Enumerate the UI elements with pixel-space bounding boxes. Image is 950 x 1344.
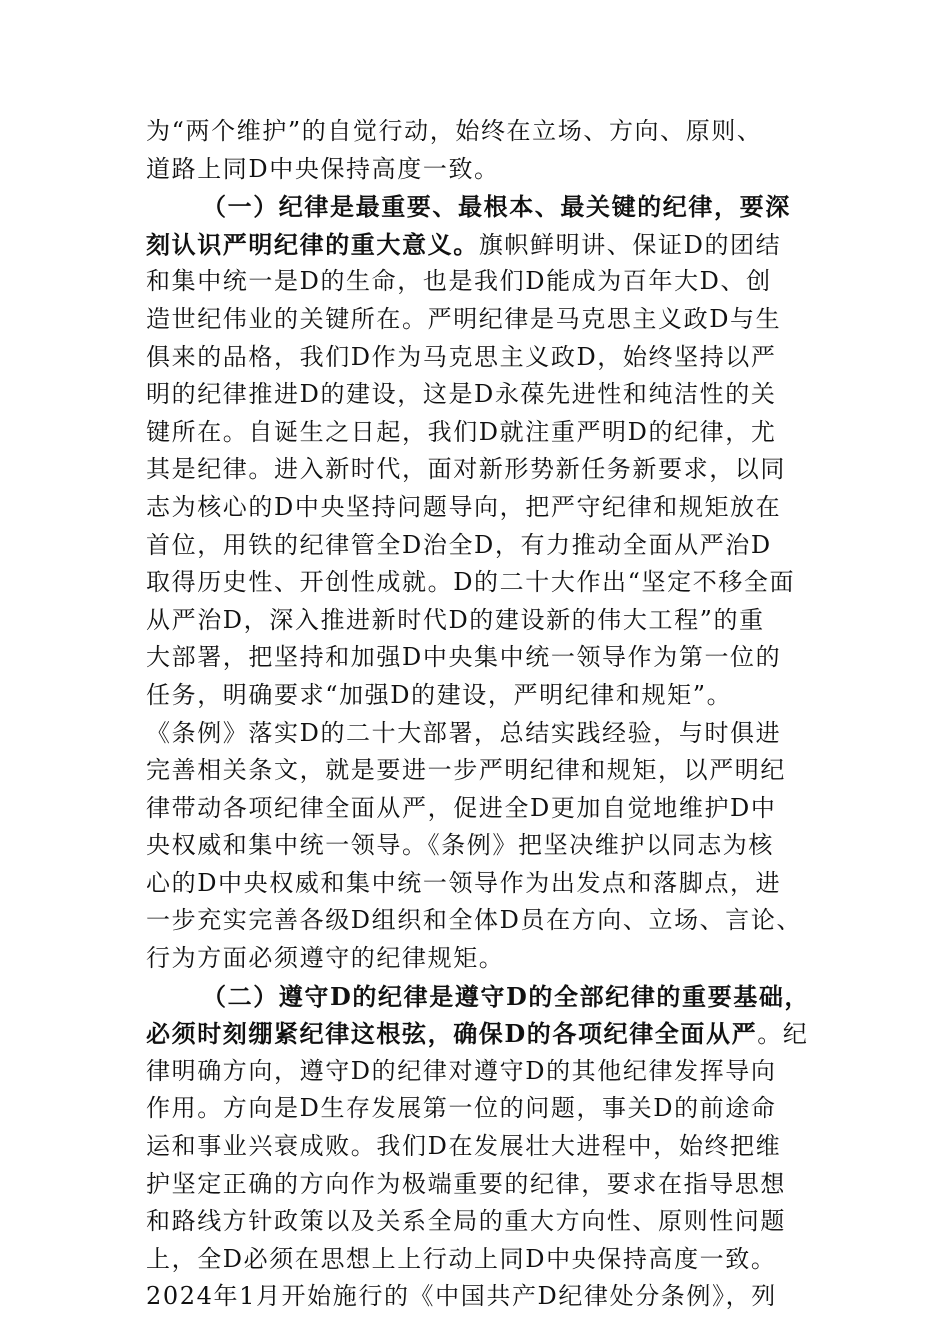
body-text: 键所在。自诞生之日起，我们D就注重严明D的纪律，尤 <box>146 417 777 446</box>
body-text: 心的D中央权威和集中统一领导作为出发点和落脚点，进 <box>146 868 782 897</box>
text-line <box>146 827 846 865</box>
bold-heading-text: 刻认识严明纪律的重大意义。 <box>146 229 479 259</box>
text-line <box>146 1241 846 1279</box>
text-line <box>146 564 846 602</box>
body-text: 完善相关条文，就是要进一步严明纪律和规矩，以严明纪 <box>146 756 786 785</box>
body-text: 道路上同D中央保持高度一致。 <box>146 154 500 183</box>
body-text: 造世纪伟业的关键所在。严明纪律是马克思主义政D与生 <box>146 304 782 333</box>
body-text: 明的纪律推进D的建设，这是D永葆先进性和纯洁性的关 <box>146 380 777 409</box>
text-line <box>146 489 846 527</box>
body-text: 上，全D必须在思想上上行动上同D中央保持高度一致。 <box>146 1244 777 1273</box>
body-text: 央权威和集中统一领导。《条例》把坚决维护以同志为核 <box>146 831 774 860</box>
body-text: 。纪 <box>757 1020 809 1049</box>
text-line <box>146 113 846 151</box>
body-text: 行为方面必须遵守的纪律规矩。 <box>146 944 505 973</box>
text-line <box>146 1278 846 1316</box>
body-text: 旗帜鲜明讲、保证D的团结 <box>478 230 782 259</box>
text-line <box>146 339 846 377</box>
text-line <box>146 301 846 339</box>
body-text: 志为核心的D中央坚持问题导向，把严守纪律和规矩放在 <box>146 492 782 521</box>
body-text: 俱来的品格，我们D作为马克思主义政D，始终坚持以严 <box>146 342 777 371</box>
body-text: 《条例》落实D的二十大部署，总结实践经验，与时俱进 <box>146 718 782 747</box>
body-text: 和集中统一是D的生命，也是我们D能成为百年大D、创 <box>146 267 772 296</box>
text-line <box>146 790 846 828</box>
text-line <box>146 527 846 565</box>
text-line <box>146 978 846 1016</box>
text-line <box>146 226 846 264</box>
bold-heading-text: 必须时刻绷紧纪律这根弦，确保D的各项纪律全面从严 <box>146 1019 758 1049</box>
body-text: 律明确方向，遵守D的纪律对遵守D的其他纪律发挥导向 <box>146 1056 777 1085</box>
body-text: 为“两个维护”的自觉行动，始终在立场、方向、原则、 <box>146 117 763 145</box>
document-body <box>146 113 846 1316</box>
text-line <box>146 1053 846 1091</box>
text-line <box>146 639 846 677</box>
body-text: 2024年1月开始施行的《中国共产D纪律处分条例》，列 <box>146 1282 777 1311</box>
body-text: 大部署，把坚持和加强D中央集中统一领导作为第一位的 <box>146 643 782 672</box>
bold-heading-text: （一）纪律是最重要、最根本、最关键的纪律，要深 <box>202 192 791 222</box>
text-line <box>146 865 846 903</box>
text-line <box>146 752 846 790</box>
body-text: 首位，用铁的纪律管全D治全D，有力推动全面从严治D <box>146 530 772 559</box>
text-line <box>146 263 846 301</box>
text-line <box>146 677 846 715</box>
text-line <box>146 715 846 753</box>
body-text: 律带动各项纪律全面从严，促进全D更加自觉地维护D中 <box>146 793 777 822</box>
body-text: 从严治D，深入推进新时代D的建设新的伟大工程”的重 <box>146 605 765 634</box>
text-line <box>146 151 846 189</box>
text-line <box>146 1166 846 1204</box>
bold-heading-text: （二）遵守D的纪律是遵守D的全部纪律的重要基础， <box>202 981 811 1011</box>
body-text: 取得历史性、开创性成就。D的二十大作出“坚定不移全面 <box>146 568 796 597</box>
text-line <box>146 1128 846 1166</box>
text-line <box>146 1090 846 1128</box>
text-line <box>146 1015 846 1053</box>
text-line <box>146 451 846 489</box>
text-line <box>146 376 846 414</box>
text-line <box>146 902 846 940</box>
body-text: 任务，明确要求“加强D的建设，严明纪律和规矩”。 <box>146 680 733 709</box>
body-text: 运和事业兴衰成败。我们D在发展壮大进程中，始终把维 <box>146 1132 782 1161</box>
body-text: 护坚定正确的方向作为极端重要的纪律，要求在指导思想 <box>146 1169 786 1198</box>
text-line <box>146 602 846 640</box>
text-line <box>146 940 846 978</box>
body-text: 作用。方向是D生存发展第一位的问题，事关D的前途命 <box>146 1094 777 1123</box>
body-text: 一步充实完善各级D组织和全体D员在方向、立场、言论、 <box>146 906 803 935</box>
body-text: 其是纪律。进入新时代，面对新形势新任务新要求，以同 <box>146 455 786 484</box>
text-line <box>146 414 846 452</box>
body-text: 和路线方针政策以及关系全局的重大方向性、原则性问题 <box>146 1207 786 1236</box>
text-line <box>146 1203 846 1241</box>
text-line <box>146 188 846 226</box>
